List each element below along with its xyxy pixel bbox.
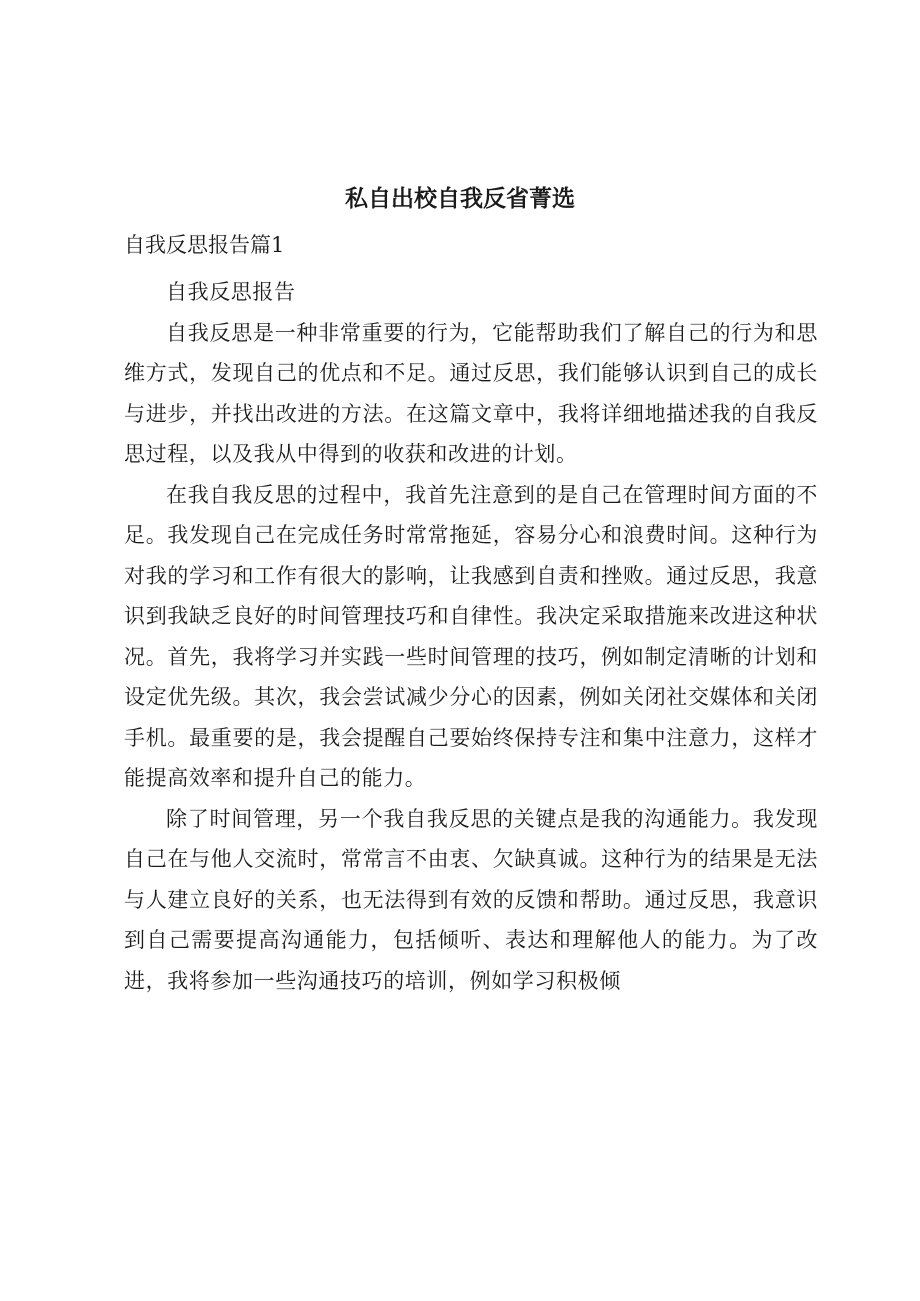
paragraph-2: 在我自我反思的过程中，我首先注意到的是自己在管理时间方面的不足。我发现自己在完成任务时常常拖延，容易分心和浪费时间。这种行为对我的学习和工作有很大的影响，让我感到自责和挫败。通过反思，我意识到我缺乏良好的时间管理技巧和自律性。我决定采取措施来改进这种状况。首先，我将学习并实践一些时间管理的技巧，例如制定清晰的计划和设定优先级。其次，我会尝试减少分心的因素，例如关闭社交媒体和关闭手机。最重要的是，我会提醒自己要始终保持专注和集中注意力，这样才能提高效率和提升自己的能力。: [124, 482, 818, 790]
document-title: 私自出校自我反省菁选: [345, 186, 575, 212]
paragraph-3: 除了时间管理，另一个我自我反思的关键点是我的沟通能力。我发现自己在与他人交流时，常常言不由衷、欠缺真诚。这种行为的结果是无法与人建立良好的关系，也无法得到有效的反馈和帮助。通过反思，我意识到自己需要提高沟通能力，包括倾听、表达和理解他人的能力。为了改进，我将参加一些沟通技巧的培训，例如学习积极倾: [124, 806, 818, 993]
paragraph-1: 自我反思是一种非常重要的行为，它能帮助我们了解自己的行为和思维方式，发现自己的优点和不足。通过反思，我们能够认识到自己的成长与进步，并找出改进的方法。在这篇文章中，我将详细地描述我的自我反思过程，以及我从中得到的收获和改进的计划。: [124, 320, 818, 466]
section-heading: 自我反思报告篇1: [124, 233, 285, 257]
article-body: [124, 272, 818, 1001]
report-subheading: 自我反思报告: [166, 280, 296, 304]
